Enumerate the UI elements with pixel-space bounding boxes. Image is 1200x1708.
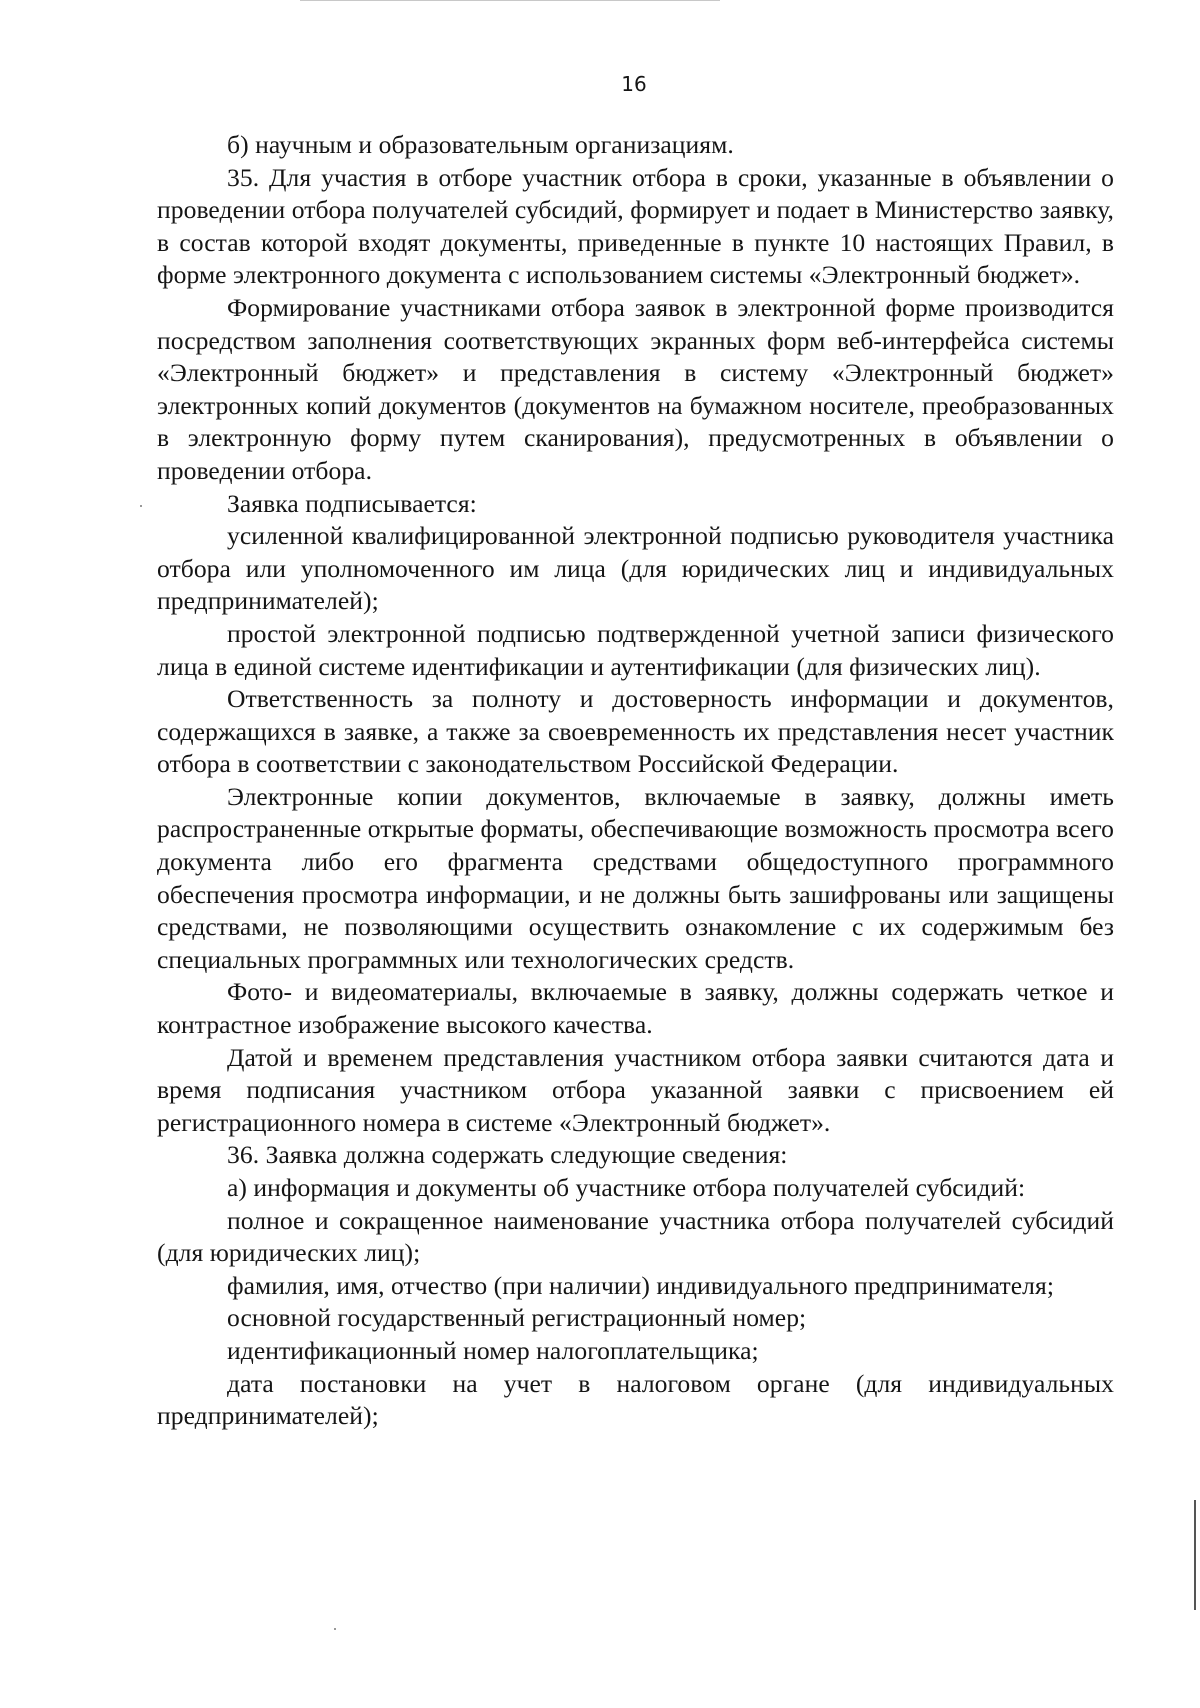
paragraph-entrepreneur-name: фамилия, имя, отчество (при наличии) индивидуального предпринимателя;: [227, 1270, 1054, 1300]
scan-speck: [140, 505, 142, 507]
paragraph-inn: идентификационный номер налогоплательщика;: [227, 1335, 759, 1365]
paragraph-forming-applications: Формирование участниками отбора заявок в электронной форме производится посредством заполнения соответствующих экранных форм веб-интерфейса системы «Электронный бюджет» и представления в систему «Электронный бюджет» электронных копий документов (документов на бумажном носителе, преобразованных в электронную форму путем сканирования), предусмотренных в объявлении о проведении отбора.: [157, 292, 1114, 485]
paragraph-item-b: б) научным и образовательным организациям.: [227, 130, 734, 159]
paragraph-tax-registration: дата постановки на учет в налоговом органе (для индивидуальных предпринимателей);: [157, 1368, 1114, 1431]
paragraph-simple-signature: простой электронной подписью подтвержденной учетной записи физического лица в единой системе идентификации и аутентификации (для физических лиц).: [157, 618, 1114, 681]
paragraph-electronic-copies: Электронные копии документов, включаемые в заявку, должны иметь распространенные открытые форматы, обеспечивающие возможность просмотра всего документа либо его фрагмента средствами общедоступного программного обеспечения просмотра информации, и не должны быть зашифрованы или защищены средствами, не позволяющими осуществить ознакомление с их содержимым без специальных программных или технологических средств.: [157, 781, 1114, 974]
paragraph-qualified-signature: усиленной квалифицированной электронной подписью руководителя участника отбора или уполномоченного им лица (для юридических лиц и индивидуальных предпринимателей);: [157, 521, 1114, 616]
paragraph-full-name: полное и сокращенное наименование участника отбора получателей субсидий (для юридических лиц);: [157, 1205, 1114, 1268]
scan-edge-line: [300, 0, 720, 1]
scan-speck: [334, 1628, 336, 1630]
paragraph-application-signed: Заявка подписывается:: [227, 488, 477, 518]
page-number: 16: [621, 72, 647, 96]
paragraph-photo-video: Фото- и видеоматериалы, включаемые в заявку, должны содержать четкое и контрастное изображение высокого качества.: [157, 977, 1114, 1040]
paragraph-ogrn: основной государственный регистрационный номер;: [227, 1303, 807, 1333]
scan-edge-mark: [1194, 1500, 1196, 1610]
paragraph-date-time: Датой и временем представления участником отбора заявки считаются дата и время подписания участником отбора указанной заявки с присвоением ей регистрационного номера в системе «Электронный бюджет».: [157, 1042, 1114, 1137]
paragraph-responsibility: Ответственность за полноту и достоверность информации и документов, содержащихся в заявке, а также за своевременность их представления несет участник отбора в соответствии с законодательством Российской Федерации.: [157, 684, 1114, 779]
paragraph-35: 35. Для участия в отборе участник отбора в сроки, указанные в объявлении о проведении отбора получателей субсидий, формирует и подает в Министерство заявку, в состав которой входят документы, приведенные в пункте 10 настоящих Правил, в форме электронного документа с использованием системы «Электронный бюджет».: [157, 162, 1114, 290]
document-body: [157, 129, 1114, 1433]
paragraph-item-a: а) информация и документы об участнике отбора получателей субсидий:: [227, 1173, 1026, 1202]
paragraph-36: 36. Заявка должна содержать следующие сведения:: [227, 1140, 788, 1170]
